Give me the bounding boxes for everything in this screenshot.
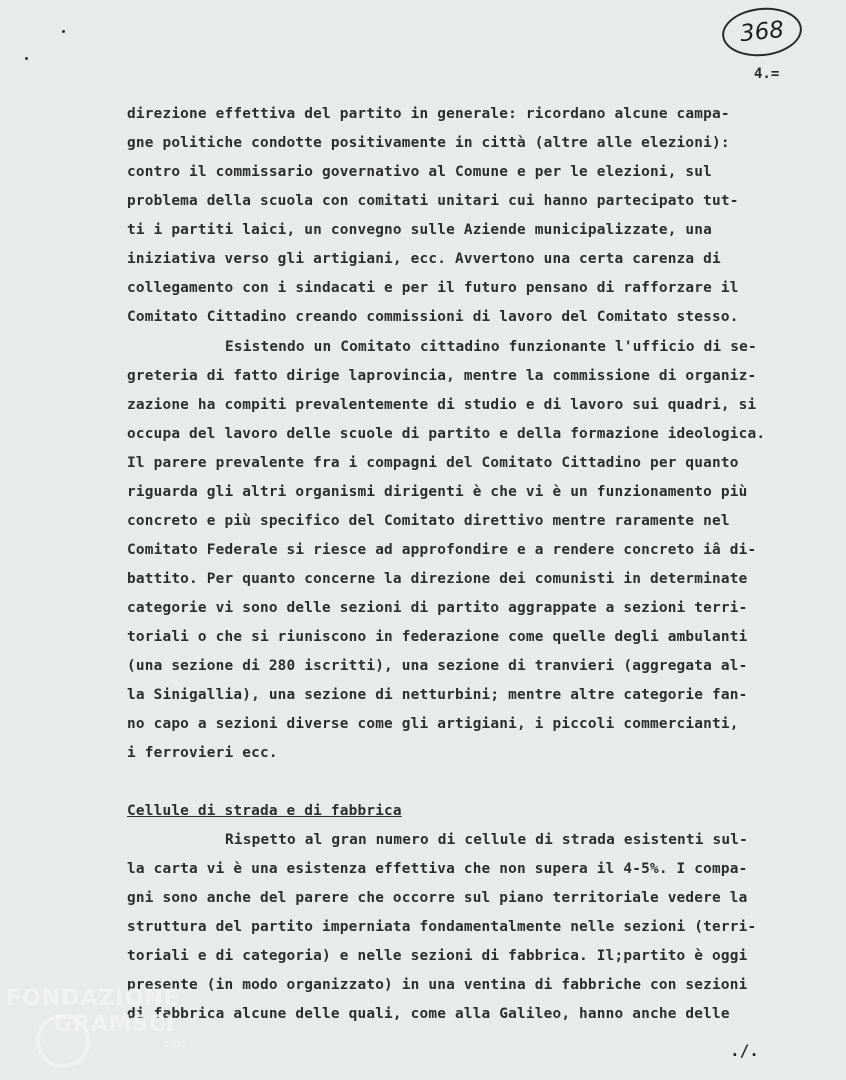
text-line: presente (in modo organizzato) in una ventina di fabbriche con sezioni — [127, 977, 748, 993]
text-line: contro il commissario governativo al Comune e per le elezioni, sul — [127, 164, 713, 180]
text-line: concreto e più specifico del Comitato direttivo mentre raramente nel — [127, 513, 730, 529]
watermark-line: FONDAZIONE — [6, 986, 180, 1011]
text-line: Comitato Federale si riesce ad approfondire e a rendere concreto iâ di- — [127, 542, 757, 558]
text-line: di fabbrica alcune delle quali, come alla Galileo, hanno anche delle — [127, 1006, 730, 1022]
text-line: greteria di fatto dirige laprovincia, mentre la commissione di organiz- — [127, 368, 757, 384]
continuation-mark: ./. — [730, 1041, 759, 1060]
watermark-line: GRAMSCI — [54, 1012, 176, 1037]
text-line: toriali e di categoria) e nelle sezioni di fabbrica. Il;partito è oggi — [127, 948, 748, 964]
text-line: gni sono anche del parere che occorre sul piano territoriale vedere la — [127, 890, 748, 906]
text-line: Esistendo un Comitato cittadino funzionante l'ufficio di se- — [225, 339, 757, 355]
text-line: Il parere prevalente fra i compagni del Comitato Cittadino per quanto — [127, 455, 739, 471]
text-line: categorie vi sono delle sezioni di partito aggrappate a sezioni terri- — [127, 600, 748, 616]
text-line: la carta vi è una esistenza effettiva che non supera il 4-5%. I compa- — [127, 861, 748, 877]
watermark — [6, 986, 180, 1038]
text-line: no capo a sezioni diverse come gli artigiani, i piccoli commercianti, — [127, 716, 739, 732]
text-line: occupa del lavoro delle scuole di partito e della formazione ideologica. — [127, 426, 766, 442]
text-line: collegamento con i sindacati e per il futuro pensano di rafforzare il — [127, 280, 739, 296]
text-line: gne politiche condotte positivamente in città (altre alle elezioni): — [127, 135, 730, 151]
text-line: (una sezione di 280 iscritti), una sezione di tranvieri (aggregata al- — [127, 658, 748, 674]
text-line: zazione ha compiti prevalentemente di studio e di lavoro sui quadri, si — [127, 397, 757, 413]
text-line: i ferrovieri ecc. — [127, 745, 278, 761]
text-line: ti i partiti laici, un convegno sulle Aziende municipalizzate, una — [127, 222, 713, 238]
text-line: toriali o che si riuniscono in federazione come quelle degli ambulanti — [127, 629, 748, 645]
text-line: iniziativa verso gli artigiani, ecc. Avvertono una certa carenza di — [127, 251, 721, 267]
text-line: direzione effettiva del partito in generale: ricordano alcune campa- — [127, 106, 730, 122]
margin-dot — [25, 57, 28, 60]
text-line: problema della scuola con comitati unitari cui hanno partecipato tut- — [127, 193, 739, 209]
text-line: riguarda gli altri organismi dirigenti è che vi è un funzionamento più — [127, 484, 748, 500]
watermark-small-text: 1950 — [164, 1040, 187, 1050]
section-heading: Cellule di strada e di fabbrica — [127, 803, 402, 819]
margin-dot — [62, 30, 65, 33]
text-line: struttura del partito imperniata fondamentalmente nelle sezioni (terri- — [127, 919, 757, 935]
page-number: 4.= — [754, 66, 780, 82]
text-line: Rispetto al gran numero di cellule di strada esistenti sul- — [225, 832, 748, 848]
text-line: battito. Per quanto concerne la direzione dei comunisti in determinate — [127, 571, 748, 587]
text-line: Comitato Cittadino creando commissioni di lavoro del Comitato stesso. — [127, 309, 739, 325]
archive-page-number: 368 — [720, 4, 805, 60]
text-line: la Sinigallia), una sezione di netturbini; mentre altre categorie fan- — [127, 687, 748, 703]
